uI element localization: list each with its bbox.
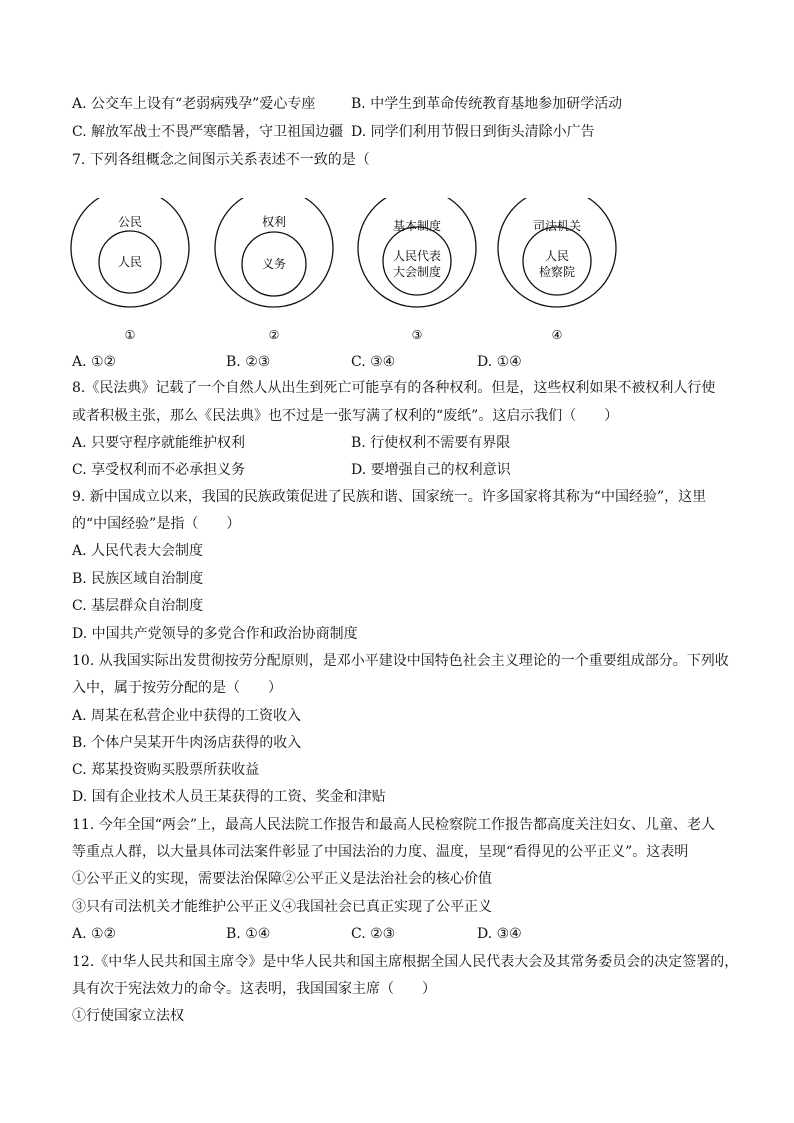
q7-diagram-3 — [358, 198, 476, 342]
q6-option-d: D. 同学们利用节假日到街头清除小广告 — [351, 124, 595, 140]
q9-stem-line1: 9. 新中国成立以来，我国的民族政策促进了民族和谐、国家统一。许多国家将其称为“中国经验”，这里 — [72, 489, 707, 505]
q7-option-b: B. ②③ — [226, 354, 271, 370]
inner-label-line2: 大会制度 — [392, 265, 442, 279]
q11-statements-1: ①公平正义的实现，需要法治保障②公平正义是法治社会的核心价值 — [72, 871, 492, 887]
q11-option-c: C. ②③ — [351, 926, 396, 942]
q10-option-d: D. 国有企业技术人员王某获得的工资、奖金和津贴 — [72, 789, 386, 805]
q9-stem-line2: 的“中国经验”是指（ ） — [72, 516, 241, 532]
outer-label: 基本制度 — [392, 219, 442, 233]
outer-label: 公民 — [117, 215, 143, 229]
q8-option-b: B. 行使权利不需要有界限 — [351, 435, 511, 451]
q8-option-c: C. 享受权利而不必承担义务 — [72, 462, 246, 478]
q8-option-a: A. 只要守程序就能维护权利 — [72, 435, 246, 451]
q11-option-b: B. ①④ — [226, 926, 271, 942]
q7-diagram-4 — [498, 198, 616, 342]
q12-stem-line1: 12.《中华人民共和国主席令》是中华人民共和国主席根据全国人民代表大会及其常务委员会的决定签署的， — [72, 954, 739, 970]
q10-stem-line2: 入中，属于按劳分配的是（ ） — [72, 680, 282, 696]
q10-option-c: C. 郑某投资购买股票所获收益 — [72, 762, 260, 778]
q7-diagram-2 — [215, 198, 333, 342]
q7-concept-diagrams — [64, 198, 624, 348]
q9-option-a: A. 人民代表大会制度 — [72, 543, 204, 559]
diagram-number: ① — [124, 328, 136, 342]
q9-option-d: D. 中国共产党领导的多党合作和政治协商制度 — [72, 626, 358, 642]
q9-option-b: B. 民族区域自治制度 — [72, 571, 204, 587]
q8-stem-line2: 或者积极主张，那么《民法典》也不过是一张写满了权利的“废纸”。这启示我们（ ） — [72, 408, 619, 424]
diagram-number: ④ — [551, 328, 563, 342]
q7-option-a: A. ①② — [72, 354, 117, 370]
q7-stem: 7. 下列各组概念之间图示关系表述不一致的是（ — [72, 152, 370, 168]
q6-option-a: A. 公交车上设有“老弱病残孕”爱心专座 — [72, 96, 316, 112]
q9-option-c: C. 基层群众自治制度 — [72, 598, 204, 614]
q11-option-d: D. ③④ — [477, 926, 522, 942]
q6-option-b: B. 中学生到革命传统教育基地参加研学活动 — [351, 96, 623, 112]
q11-option-a: A. ①② — [72, 926, 117, 942]
q10-option-b: B. 个体户吴某开牛肉汤店获得的收入 — [72, 735, 302, 751]
diagram-number: ③ — [411, 328, 423, 342]
q11-stem-line2: 等重点人群，以大量具体司法案件彰显了中国法治的力度、温度，呈现“看得见的公平正义”。这表明 — [72, 844, 689, 860]
q7-option-d: D. ①④ — [477, 354, 522, 370]
outer-label: 司法机关 — [532, 219, 582, 233]
inner-label: 人民 — [117, 255, 143, 269]
inner-label: 义务 — [261, 257, 287, 271]
q12-statement-1: ①行使国家立法权 — [72, 1008, 184, 1024]
inner-label-line1: 人民代表 — [392, 249, 442, 263]
inner-label-line2: 检察院 — [538, 265, 576, 279]
q10-option-a: A. 周某在私营企业中获得的工资收入 — [72, 708, 302, 724]
q11-statements-2: ③只有司法机关才能维护公平正义④我国社会已真正实现了公平正义 — [72, 899, 492, 915]
q12-stem-line2: 具有次于宪法效力的命令。这表明，我国国家主席（ ） — [72, 981, 436, 997]
q11-stem-line1: 11. 今年全国“两会”上，最高人民法院工作报告和最高人民检察院工作报告都高度关注妇女、儿童、老人 — [72, 817, 716, 833]
outer-label: 权利 — [261, 215, 287, 229]
q8-stem-line1: 8.《民法典》记载了一个自然人从出生到死亡可能享有的各种权利。但是，这些权利如果不被权利人行使 — [72, 380, 716, 396]
q7-diagram-1 — [71, 198, 189, 342]
q7-option-c: C. ③④ — [351, 354, 396, 370]
q6-option-c: C. 解放军战士不畏严寒酷暑，守卫祖国边疆 — [72, 124, 344, 140]
diagram-number: ② — [268, 328, 280, 342]
inner-label-line1: 人民 — [544, 249, 570, 263]
q8-option-d: D. 要增强自己的权利意识 — [351, 462, 511, 478]
q10-stem-line1: 10. 从我国实际出发贯彻按劳分配原则，是邓小平建设中国特色社会主义理论的一个重要组成部分。下列收 — [72, 653, 729, 669]
